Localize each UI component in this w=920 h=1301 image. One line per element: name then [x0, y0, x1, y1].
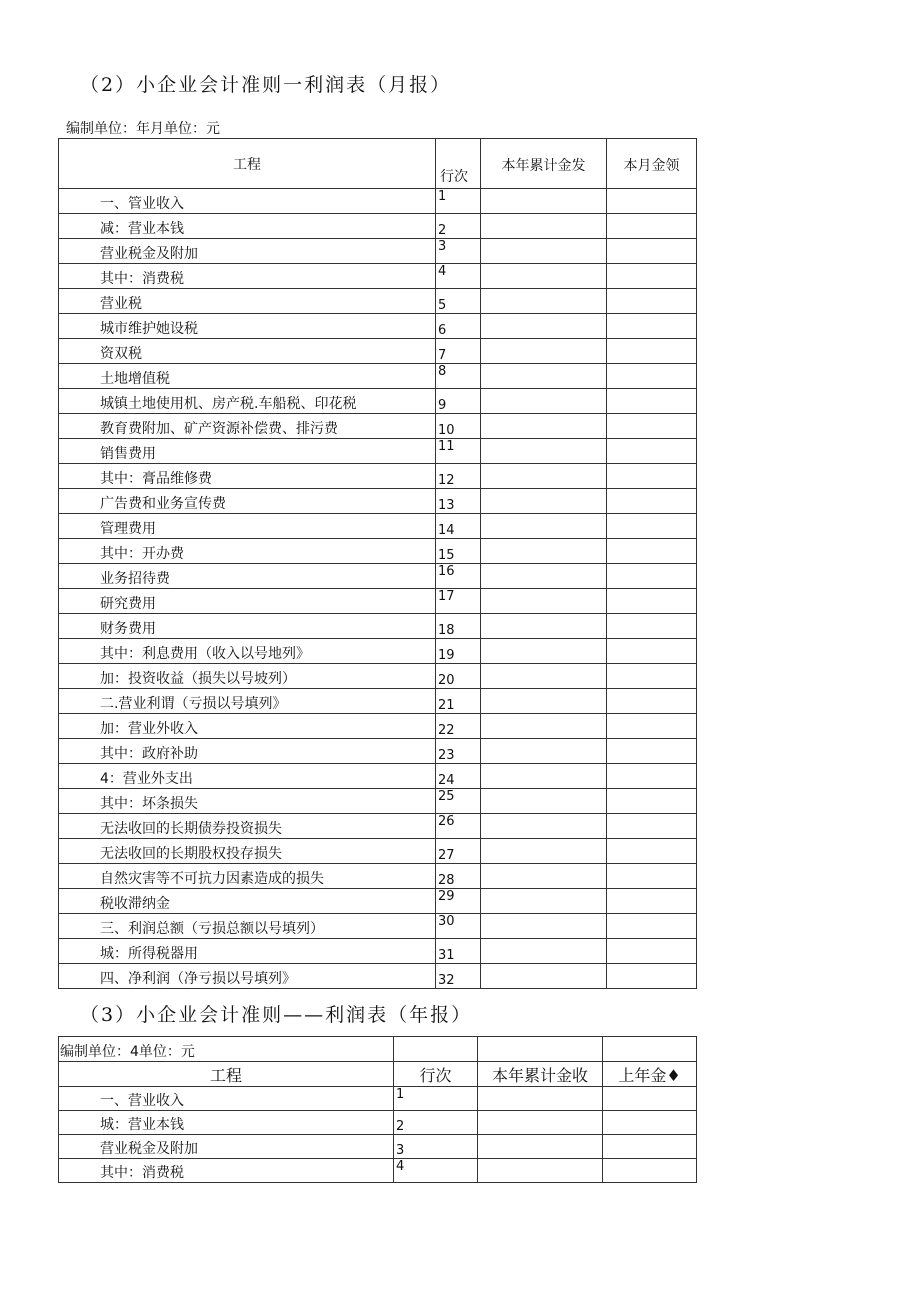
- row-amount-cell: [478, 1087, 603, 1111]
- row-amount-cell: [478, 1111, 603, 1135]
- row-line-no: 3: [436, 239, 481, 264]
- row-amount-cell: [607, 764, 697, 789]
- table-row: [59, 339, 697, 364]
- row-amount-cell: [481, 964, 607, 989]
- row-line-no: 29: [436, 889, 481, 914]
- header-item: 工程: [59, 1062, 394, 1087]
- row-amount-cell: [481, 739, 607, 764]
- row-amount-cell: [607, 464, 697, 489]
- row-amount-cell: [481, 414, 607, 439]
- row-item-name: 自然灾害等不可抗力因素造成的损失: [59, 864, 436, 889]
- table-row: [59, 1135, 697, 1159]
- row-item-name: 营业税金及附加: [59, 239, 436, 264]
- row-amount-cell: [607, 939, 697, 964]
- row-amount-cell: [481, 489, 607, 514]
- row-item-name: 管理费用: [59, 514, 436, 539]
- row-amount-cell: [607, 689, 697, 714]
- table-row: [59, 939, 697, 964]
- table-row: [59, 689, 697, 714]
- row-line-no: 1: [394, 1087, 478, 1111]
- row-item-name: 加：营业外收入: [59, 714, 436, 739]
- row-item-name: 其中：膏品维修费: [59, 464, 436, 489]
- row-line-no: 11: [436, 439, 481, 464]
- row-amount-cell: [607, 714, 697, 739]
- row-amount-cell: [481, 789, 607, 814]
- table-row: [59, 714, 697, 739]
- row-amount-cell: [607, 439, 697, 464]
- row-amount-cell: [607, 664, 697, 689]
- table-row: [59, 439, 697, 464]
- empty-cell: [478, 1037, 603, 1062]
- table-row: [59, 1111, 697, 1135]
- row-amount-cell: [603, 1135, 697, 1159]
- monthly-income-statement-table: [58, 138, 697, 989]
- table-row: [59, 314, 697, 339]
- empty-cell: [394, 1037, 478, 1062]
- row-item-name: 一、管业收入: [59, 189, 436, 214]
- row-amount-cell: [481, 614, 607, 639]
- row-item-name: 一、营业收入: [59, 1087, 394, 1111]
- header-year-total: 本年累计金发: [481, 139, 607, 189]
- row-line-no: 15: [436, 539, 481, 564]
- row-amount-cell: [607, 414, 697, 439]
- row-amount-cell: [607, 964, 697, 989]
- header-year-total: 本年累计金收: [478, 1062, 603, 1087]
- table-unit-row: [59, 1037, 697, 1062]
- row-line-no: 10: [436, 414, 481, 439]
- row-line-no: 4: [394, 1159, 478, 1183]
- row-amount-cell: [481, 939, 607, 964]
- row-line-no: 4: [436, 264, 481, 289]
- row-item-name: 三、利润总额（亏损总额以号填列）: [59, 914, 436, 939]
- row-amount-cell: [481, 864, 607, 889]
- row-item-name: 四、净利润（净亏损以号填列》: [59, 964, 436, 989]
- row-item-name: 城：营业本钱: [59, 1111, 394, 1135]
- row-amount-cell: [607, 789, 697, 814]
- table-row: [59, 214, 697, 239]
- row-line-no: 20: [436, 664, 481, 689]
- table-row: [59, 364, 697, 389]
- table-row: [59, 464, 697, 489]
- table-row: [59, 614, 697, 639]
- row-item-name: 财务费用: [59, 614, 436, 639]
- row-line-no: 27: [436, 839, 481, 864]
- row-amount-cell: [481, 639, 607, 664]
- table-row: [59, 1159, 697, 1183]
- monthly-unit-line: 编制单位：年月单位：元: [66, 121, 220, 137]
- table-row: [59, 889, 697, 914]
- row-line-no: 9: [436, 389, 481, 414]
- row-amount-cell: [478, 1135, 603, 1159]
- table-header-row: [59, 1062, 697, 1087]
- row-amount-cell: [603, 1111, 697, 1135]
- row-amount-cell: [607, 364, 697, 389]
- row-item-name: 广告费和业务宣传费: [59, 489, 436, 514]
- row-line-no: 21: [436, 689, 481, 714]
- table-row: [59, 914, 697, 939]
- table-row: [59, 739, 697, 764]
- row-amount-cell: [603, 1159, 697, 1183]
- row-amount-cell: [607, 814, 697, 839]
- table-row: [59, 639, 697, 664]
- table-row: [59, 864, 697, 889]
- row-line-no: 8: [436, 364, 481, 389]
- row-amount-cell: [481, 264, 607, 289]
- row-amount-cell: [607, 864, 697, 889]
- row-item-name: 城：所得税器用: [59, 939, 436, 964]
- row-amount-cell: [481, 889, 607, 914]
- row-item-name: 城镇土地使用机、房产税.车船税、印花税: [59, 389, 436, 414]
- row-amount-cell: [481, 314, 607, 339]
- row-amount-cell: [607, 839, 697, 864]
- row-amount-cell: [607, 639, 697, 664]
- row-amount-cell: [607, 214, 697, 239]
- row-item-name: 其中：消费税: [59, 1159, 394, 1183]
- row-amount-cell: [607, 289, 697, 314]
- row-line-no: 23: [436, 739, 481, 764]
- row-line-no: 16: [436, 564, 481, 589]
- row-line-no: 17: [436, 589, 481, 614]
- row-line-no: 24: [436, 764, 481, 789]
- row-amount-cell: [481, 839, 607, 864]
- table-row: [59, 589, 697, 614]
- row-amount-cell: [481, 814, 607, 839]
- monthly-report-title: （2）小企业会计准则一利润表（月报）: [80, 74, 452, 96]
- table-row: [59, 539, 697, 564]
- row-amount-cell: [481, 339, 607, 364]
- row-item-name: 其中：消费税: [59, 264, 436, 289]
- row-amount-cell: [481, 439, 607, 464]
- row-item-name: 4：营业外支出: [59, 764, 436, 789]
- table-row: [59, 764, 697, 789]
- row-amount-cell: [607, 264, 697, 289]
- header-item: 工程: [59, 139, 436, 189]
- row-amount-cell: [481, 514, 607, 539]
- row-amount-cell: [607, 514, 697, 539]
- row-amount-cell: [607, 889, 697, 914]
- row-amount-cell: [607, 614, 697, 639]
- row-item-name: 销售费用: [59, 439, 436, 464]
- row-amount-cell: [481, 539, 607, 564]
- row-item-name: 无法收回的长期股权投存损失: [59, 839, 436, 864]
- row-line-no: 12: [436, 464, 481, 489]
- row-amount-cell: [481, 389, 607, 414]
- row-amount-cell: [607, 389, 697, 414]
- row-amount-cell: [481, 589, 607, 614]
- header-line-no: 行次: [436, 139, 481, 189]
- table-row: [59, 514, 697, 539]
- table-row: [59, 814, 697, 839]
- table-row: [59, 264, 697, 289]
- table-row: [59, 789, 697, 814]
- row-line-no: 26: [436, 814, 481, 839]
- table-row: [59, 964, 697, 989]
- table-row: [59, 414, 697, 439]
- row-amount-cell: [481, 464, 607, 489]
- annual-income-statement-table: [58, 1036, 697, 1183]
- row-amount-cell: [481, 664, 607, 689]
- row-line-no: 2: [394, 1111, 478, 1135]
- row-line-no: 13: [436, 489, 481, 514]
- row-amount-cell: [607, 239, 697, 264]
- row-item-name: 加：投资收益（损失以号坡列）: [59, 664, 436, 689]
- row-item-name: 研究费用: [59, 589, 436, 614]
- row-amount-cell: [481, 289, 607, 314]
- header-line-no: 行次: [394, 1062, 478, 1087]
- row-item-name: 减：营业本钱: [59, 214, 436, 239]
- row-item-name: 税收滞纳金: [59, 889, 436, 914]
- row-line-no: 3: [394, 1135, 478, 1159]
- empty-cell: [603, 1037, 697, 1062]
- annual-unit-line: 编制单位：4单位：元: [59, 1037, 394, 1062]
- row-line-no: 1: [436, 189, 481, 214]
- row-line-no: 25: [436, 789, 481, 814]
- row-amount-cell: [607, 564, 697, 589]
- row-item-name: 无法收回的长期债券投资损失: [59, 814, 436, 839]
- row-amount-cell: [481, 364, 607, 389]
- row-line-no: 14: [436, 514, 481, 539]
- table-row: [59, 289, 697, 314]
- row-item-name: 其中：坏条损失: [59, 789, 436, 814]
- annual-report-title: （3）小企业会计准则——利润表（年报）: [80, 1004, 473, 1026]
- row-amount-cell: [607, 489, 697, 514]
- row-item-name: 二.营业利谓（亏损以号填列》: [59, 689, 436, 714]
- header-last-year: 上年金♦: [603, 1062, 697, 1087]
- row-item-name: 营业税金及附加: [59, 1135, 394, 1159]
- row-line-no: 32: [436, 964, 481, 989]
- row-item-name: 营业税: [59, 289, 436, 314]
- table-row: [59, 389, 697, 414]
- row-amount-cell: [478, 1159, 603, 1183]
- row-amount-cell: [481, 239, 607, 264]
- row-line-no: 30: [436, 914, 481, 939]
- table-row: [59, 239, 697, 264]
- row-line-no: 31: [436, 939, 481, 964]
- row-amount-cell: [607, 339, 697, 364]
- row-line-no: 6: [436, 314, 481, 339]
- row-amount-cell: [607, 539, 697, 564]
- row-amount-cell: [607, 189, 697, 214]
- row-item-name: 土地增值税: [59, 364, 436, 389]
- row-line-no: 2: [436, 214, 481, 239]
- row-item-name: 其中：政府补助: [59, 739, 436, 764]
- row-line-no: 22: [436, 714, 481, 739]
- row-amount-cell: [607, 589, 697, 614]
- table-row: [59, 489, 697, 514]
- table-row: [59, 664, 697, 689]
- row-line-no: 19: [436, 639, 481, 664]
- table-row: [59, 1087, 697, 1111]
- row-amount-cell: [603, 1087, 697, 1111]
- table-row: [59, 564, 697, 589]
- header-month-amount: 本月金领: [607, 139, 697, 189]
- row-amount-cell: [481, 764, 607, 789]
- row-amount-cell: [481, 689, 607, 714]
- table-row: [59, 189, 697, 214]
- row-line-no: 5: [436, 289, 481, 314]
- row-amount-cell: [481, 189, 607, 214]
- row-item-name: 城市维护她设税: [59, 314, 436, 339]
- row-amount-cell: [481, 564, 607, 589]
- row-item-name: 其中：利息费用（收入以号地列》: [59, 639, 436, 664]
- row-amount-cell: [481, 214, 607, 239]
- row-amount-cell: [607, 314, 697, 339]
- row-amount-cell: [607, 739, 697, 764]
- table-row: [59, 839, 697, 864]
- table-header-row: [59, 139, 697, 189]
- row-line-no: 28: [436, 864, 481, 889]
- row-item-name: 其中：开办费: [59, 539, 436, 564]
- row-item-name: 资双税: [59, 339, 436, 364]
- row-line-no: 18: [436, 614, 481, 639]
- row-amount-cell: [607, 914, 697, 939]
- row-item-name: 教育费附加、矿产资源补偿费、排污费: [59, 414, 436, 439]
- row-line-no: 7: [436, 339, 481, 364]
- row-amount-cell: [481, 914, 607, 939]
- row-amount-cell: [481, 714, 607, 739]
- row-item-name: 业务招待费: [59, 564, 436, 589]
